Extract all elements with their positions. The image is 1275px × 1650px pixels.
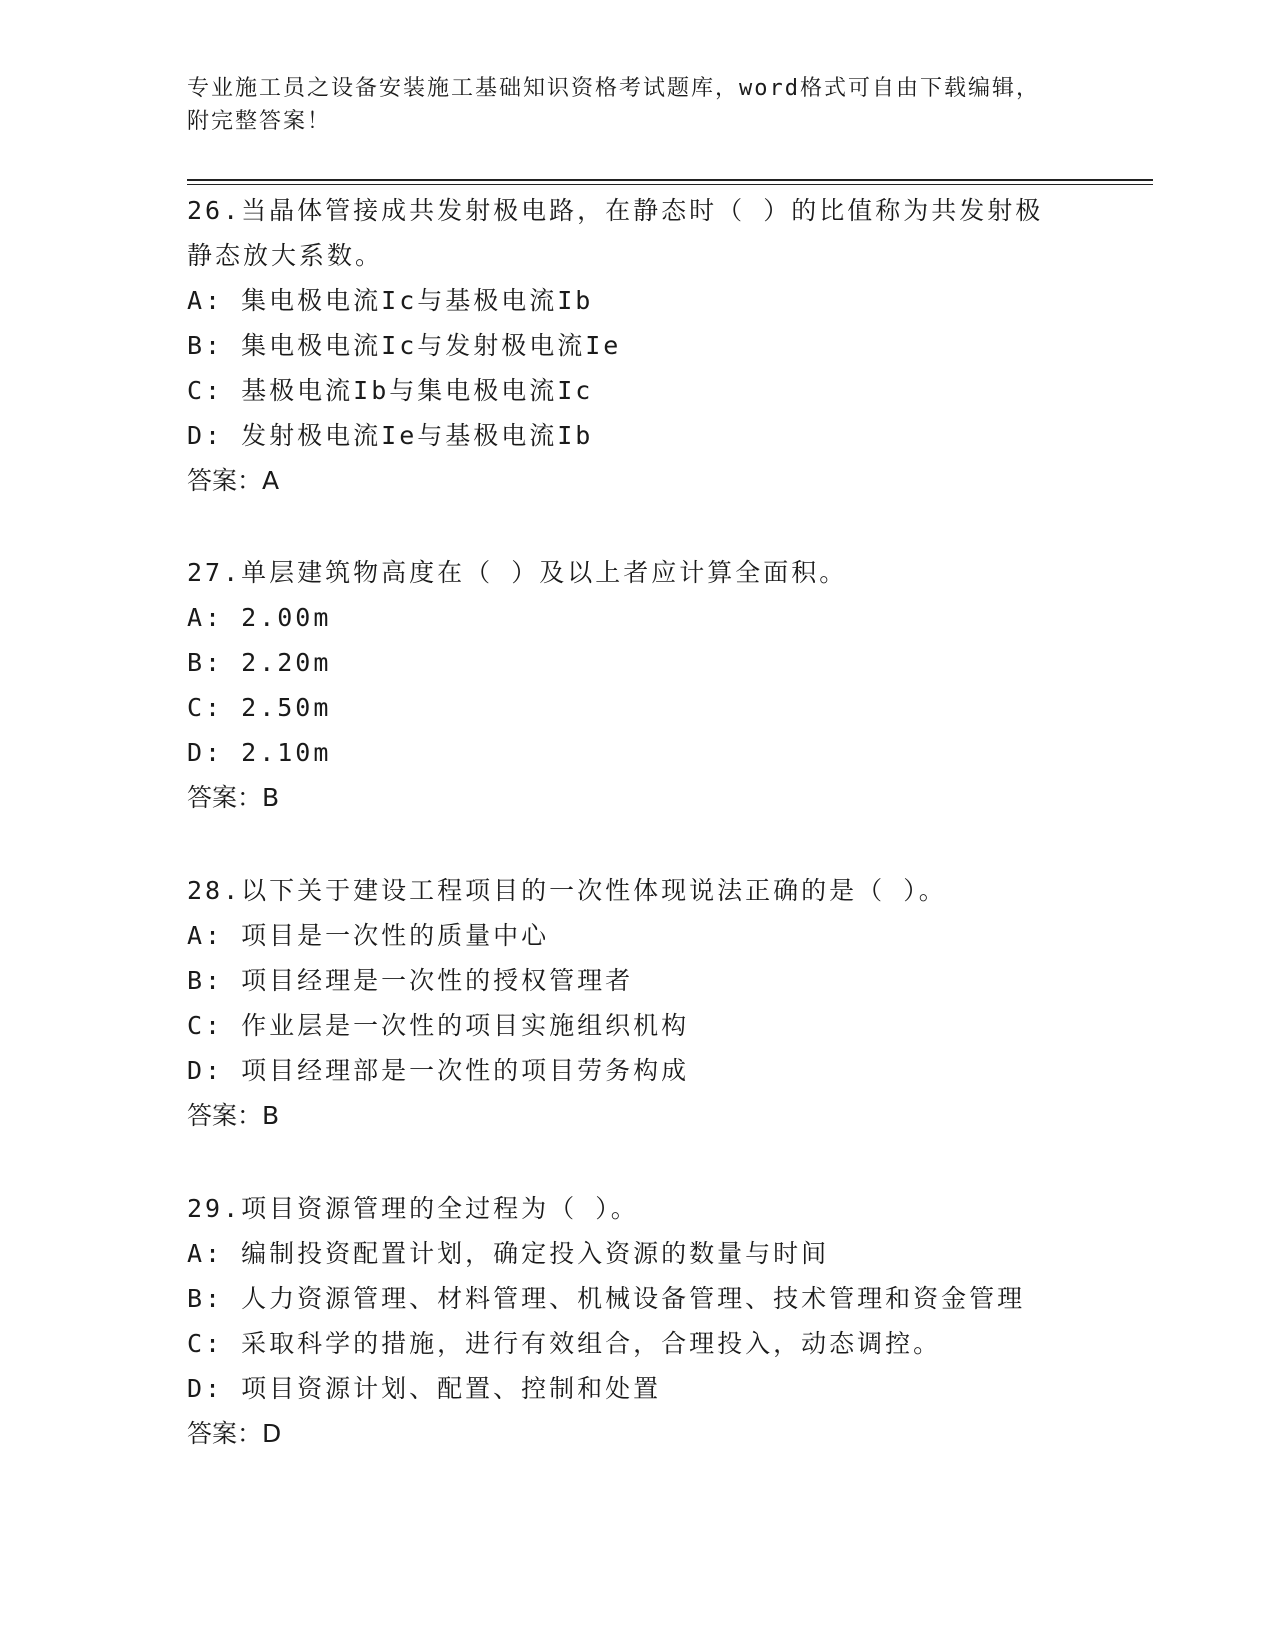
option-c: C: 作业层是一次性的项目实施组织机构 <box>187 1011 690 1040</box>
question-stem-line-1: 28.以下关于建设工程项目的一次性体现说法正确的是（ ）。 <box>187 876 947 905</box>
option-a: A: 2.00m <box>187 603 332 632</box>
header-line-1: 专业施工员之设备安装施工基础知识资格考试题库，word格式可自由下载编辑， <box>187 76 1040 101</box>
question-26 <box>187 188 1107 503</box>
question-stem-line-1: 27.单层建筑物高度在（ ）及以上者应计算全面积。 <box>187 558 848 587</box>
option-b: B: 集电极电流Ic与发射极电流Ie <box>187 331 622 360</box>
option-a: A: 编制投资配置计划，确定投入资源的数量与时间 <box>187 1239 830 1268</box>
option-b: B: 2.20m <box>187 648 332 677</box>
document-header <box>187 72 1087 138</box>
answer-label: 答案：D <box>187 1419 282 1448</box>
header-divider-thin <box>187 184 1153 185</box>
answer-label: 答案：B <box>187 783 280 812</box>
option-d: D: 2.10m <box>187 738 332 767</box>
option-d: D: 发射极电流Ie与基极电流Ib <box>187 421 594 450</box>
option-b: B: 人力资源管理、材料管理、机械设备管理、技术管理和资金管理 <box>187 1284 1026 1313</box>
option-d: D: 项目经理部是一次性的项目劳务构成 <box>187 1056 690 1085</box>
option-a: A: 集电极电流Ic与基极电流Ib <box>187 286 594 315</box>
answer-label: 答案：B <box>187 1101 280 1130</box>
question-27 <box>187 550 1107 820</box>
option-c: C: 采取科学的措施，进行有效组合，合理投入，动态调控。 <box>187 1329 942 1358</box>
answer-label: 答案：A <box>187 466 280 495</box>
option-c: C: 2.50m <box>187 693 332 722</box>
header-line-2: 附完整答案！ <box>187 109 332 134</box>
option-b: B: 项目经理是一次性的授权管理者 <box>187 966 634 995</box>
question-stem-line-1: 26.当晶体管接成共发射极电路，在静态时（ ）的比值称为共发射极 <box>187 196 1044 225</box>
question-28 <box>187 868 1107 1138</box>
question-stem-line-1: 29.项目资源管理的全过程为（ ）。 <box>187 1194 639 1223</box>
option-c: C: 基极电流Ib与集电极电流Ic <box>187 376 594 405</box>
header-divider-thick <box>187 179 1153 181</box>
question-stem-line-2: 静态放大系数。 <box>187 241 384 270</box>
question-29 <box>187 1186 1107 1456</box>
option-d: D: 项目资源计划、配置、控制和处置 <box>187 1374 662 1403</box>
option-a: A: 项目是一次性的质量中心 <box>187 921 550 950</box>
